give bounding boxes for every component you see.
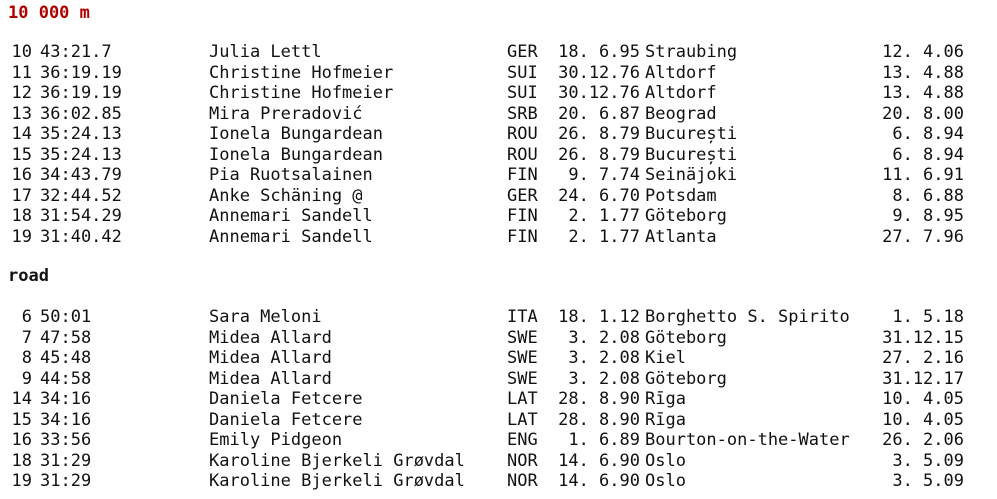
nation-cell: ROU: [507, 124, 538, 144]
table-row: [0, 430, 997, 451]
nation-cell: GER: [507, 185, 538, 206]
record-date-cell: 3. 5.09: [892, 471, 964, 491]
venue-cell: București: [645, 124, 738, 144]
table-row: [0, 348, 997, 369]
birth-date-cell: 30.12.76: [558, 62, 640, 83]
table-row: [0, 165, 997, 186]
nation-cell: SUI: [507, 62, 538, 83]
birth-date-cell: 26. 8.79: [558, 124, 640, 144]
birth-date-cell: 14. 6.90: [558, 471, 640, 491]
nation-cell: SWE: [507, 368, 538, 389]
venue-cell: Rīga: [645, 409, 686, 430]
table-row: [0, 186, 997, 207]
athlete-name-cell: Midea Allard: [209, 327, 332, 348]
athlete-name-cell: Ionela Bungardean: [209, 124, 383, 144]
time-cell: 34:43.79: [40, 165, 122, 185]
age-cell: 14: [11, 389, 32, 409]
record-date-cell: 6. 8.94: [892, 124, 964, 144]
venue-cell: Straubing: [645, 42, 738, 62]
time-cell: 43:21.7: [40, 42, 112, 62]
venue-cell: Göteborg: [645, 368, 727, 389]
section-title-10000m: 10 000 m: [8, 3, 90, 23]
table-row: [0, 104, 997, 125]
birth-date-cell: 28. 8.90: [558, 389, 640, 409]
nation-cell: NOR: [507, 471, 538, 491]
venue-cell: Borghetto S. Spirito: [645, 307, 850, 327]
time-cell: 31:40.42: [40, 226, 122, 247]
time-cell: 34:16: [40, 389, 92, 409]
birth-date-cell: 20. 6.87: [558, 103, 640, 124]
venue-cell: Seinäjoki: [645, 165, 738, 185]
athlete-name-cell: Anke Schäning @: [209, 185, 363, 206]
age-cell: 15: [11, 144, 32, 165]
table-row: [0, 63, 997, 84]
record-date-cell: 13. 4.88: [882, 62, 964, 83]
record-date-cell: 10. 4.05: [882, 389, 964, 409]
nation-cell: LAT: [507, 389, 538, 409]
record-date-cell: 31.12.17: [882, 368, 964, 389]
age-cell: 18: [11, 206, 32, 226]
age-cell: 15: [11, 409, 32, 430]
venue-cell: Göteborg: [645, 327, 727, 348]
record-date-cell: 12. 4.06: [882, 42, 964, 62]
time-cell: 31:29: [40, 450, 92, 471]
venue-cell: Beograd: [645, 103, 717, 124]
nation-cell: FIN: [507, 165, 538, 185]
age-cell: 14: [11, 124, 32, 144]
time-cell: 35:24.13: [40, 124, 122, 144]
time-cell: 34:16: [40, 409, 92, 430]
athlete-name-cell: Christine Hofmeier: [209, 62, 394, 83]
time-cell: 36:19.19: [40, 83, 122, 103]
birth-date-cell: 2. 1.77: [568, 206, 640, 226]
age-cell: 16: [11, 165, 32, 185]
birth-date-cell: 2. 1.77: [568, 226, 640, 247]
athlete-name-cell: Daniela Fetcere: [209, 389, 363, 409]
time-cell: 35:24.13: [40, 144, 122, 165]
record-date-cell: 27. 2.16: [882, 348, 964, 368]
venue-cell: Altdorf: [645, 83, 717, 103]
venue-cell: București: [645, 144, 738, 165]
time-cell: 33:56: [40, 430, 92, 450]
records-table-road: [0, 307, 997, 492]
time-cell: 36:19.19: [40, 62, 122, 83]
venue-cell: Oslo: [645, 450, 686, 471]
table-row: [0, 369, 997, 390]
athlete-name-cell: Mira Preradović: [209, 103, 363, 124]
time-cell: 36:02.85: [40, 103, 122, 124]
table-row: [0, 124, 997, 145]
time-cell: 31:29: [40, 471, 92, 491]
nation-cell: ENG: [507, 430, 538, 450]
record-date-cell: 27. 7.96: [882, 226, 964, 247]
record-date-cell: 11. 6.91: [882, 165, 964, 185]
time-cell: 50:01: [40, 307, 92, 327]
nation-cell: SRB: [507, 103, 538, 124]
time-cell: 32:44.52: [40, 185, 122, 206]
athlete-name-cell: Annemari Sandell: [209, 226, 373, 247]
birth-date-cell: 18. 6.95: [558, 42, 640, 62]
record-date-cell: 31.12.15: [882, 327, 964, 348]
table-row: [0, 328, 997, 349]
records-table-10000m: [0, 42, 997, 247]
table-row: [0, 42, 997, 63]
nation-cell: ITA: [507, 307, 538, 327]
nation-cell: SWE: [507, 348, 538, 368]
birth-date-cell: 1. 6.89: [568, 430, 640, 450]
athlete-name-cell: Pia Ruotsalainen: [209, 165, 373, 185]
athlete-name-cell: Julia Lettl: [209, 42, 322, 62]
record-date-cell: 26. 2.06: [882, 430, 964, 450]
time-cell: 47:58: [40, 327, 92, 348]
age-cell: 9: [21, 368, 32, 389]
record-date-cell: 13. 4.88: [882, 83, 964, 103]
nation-cell: LAT: [507, 409, 538, 430]
nation-cell: ROU: [507, 144, 538, 165]
age-cell: 11: [11, 62, 32, 83]
age-cell: 19: [11, 471, 32, 491]
age-cell: 10: [11, 42, 32, 62]
nation-cell: GER: [507, 42, 538, 62]
record-date-cell: 20. 8.00: [882, 103, 964, 124]
athlete-name-cell: Ionela Bungardean: [209, 144, 383, 165]
time-cell: 44:58: [40, 368, 92, 389]
table-row: [0, 83, 997, 104]
age-cell: 6: [21, 307, 32, 327]
athlete-name-cell: Sara Meloni: [209, 307, 322, 327]
birth-date-cell: 9. 7.74: [568, 165, 640, 185]
venue-cell: Altdorf: [645, 62, 717, 83]
venue-cell: Rīga: [645, 389, 686, 409]
time-cell: 31:54.29: [40, 206, 122, 226]
birth-date-cell: 18. 1.12: [558, 307, 640, 327]
table-row: [0, 307, 997, 328]
birth-date-cell: 26. 8.79: [558, 144, 640, 165]
age-cell: 18: [11, 450, 32, 471]
athlete-name-cell: Midea Allard: [209, 368, 332, 389]
record-date-cell: 6. 8.94: [892, 144, 964, 165]
birth-date-cell: 3. 2.08: [568, 368, 640, 389]
venue-cell: Göteborg: [645, 206, 727, 226]
age-cell: 17: [11, 185, 32, 206]
nation-cell: NOR: [507, 450, 538, 471]
age-cell: 16: [11, 430, 32, 450]
record-date-cell: 10. 4.05: [882, 409, 964, 430]
table-row: [0, 410, 997, 431]
athlete-name-cell: Emily Pidgeon: [209, 430, 343, 450]
record-date-cell: 3. 5.09: [892, 450, 964, 471]
nation-cell: FIN: [507, 226, 538, 247]
nation-cell: SUI: [507, 83, 538, 103]
section-title-road: road: [8, 266, 49, 286]
table-row: [0, 206, 997, 227]
age-cell: 19: [11, 226, 32, 247]
time-cell: 45:48: [40, 348, 92, 368]
athlete-name-cell: Christine Hofmeier: [209, 83, 394, 103]
nation-cell: SWE: [507, 327, 538, 348]
venue-cell: Kiel: [645, 348, 686, 368]
venue-cell: Potsdam: [645, 185, 717, 206]
venue-cell: Oslo: [645, 471, 686, 491]
athlete-name-cell: Karoline Bjerkeli Grøvdal: [209, 471, 465, 491]
age-cell: 8: [21, 348, 32, 368]
nation-cell: FIN: [507, 206, 538, 226]
birth-date-cell: 3. 2.08: [568, 348, 640, 368]
birth-date-cell: 14. 6.90: [558, 450, 640, 471]
record-date-cell: 9. 8.95: [892, 206, 964, 226]
age-cell: 7: [21, 327, 32, 348]
athlete-name-cell: Karoline Bjerkeli Grøvdal: [209, 450, 465, 471]
table-row: [0, 145, 997, 166]
athlete-name-cell: Midea Allard: [209, 348, 332, 368]
age-cell: 13: [11, 103, 32, 124]
table-row: [0, 471, 997, 492]
table-row: [0, 451, 997, 472]
age-cell: 12: [11, 83, 32, 103]
table-row: [0, 389, 997, 410]
venue-cell: Atlanta: [645, 226, 717, 247]
venue-cell: Bourton-on-the-Water: [645, 430, 850, 450]
record-date-cell: 8. 6.88: [892, 185, 964, 206]
table-row: [0, 227, 997, 248]
birth-date-cell: 24. 6.70: [558, 185, 640, 206]
birth-date-cell: 28. 8.90: [558, 409, 640, 430]
birth-date-cell: 3. 2.08: [568, 327, 640, 348]
athlete-name-cell: Annemari Sandell: [209, 206, 373, 226]
birth-date-cell: 30.12.76: [558, 83, 640, 103]
record-date-cell: 1. 5.18: [892, 307, 964, 327]
athlete-name-cell: Daniela Fetcere: [209, 409, 363, 430]
